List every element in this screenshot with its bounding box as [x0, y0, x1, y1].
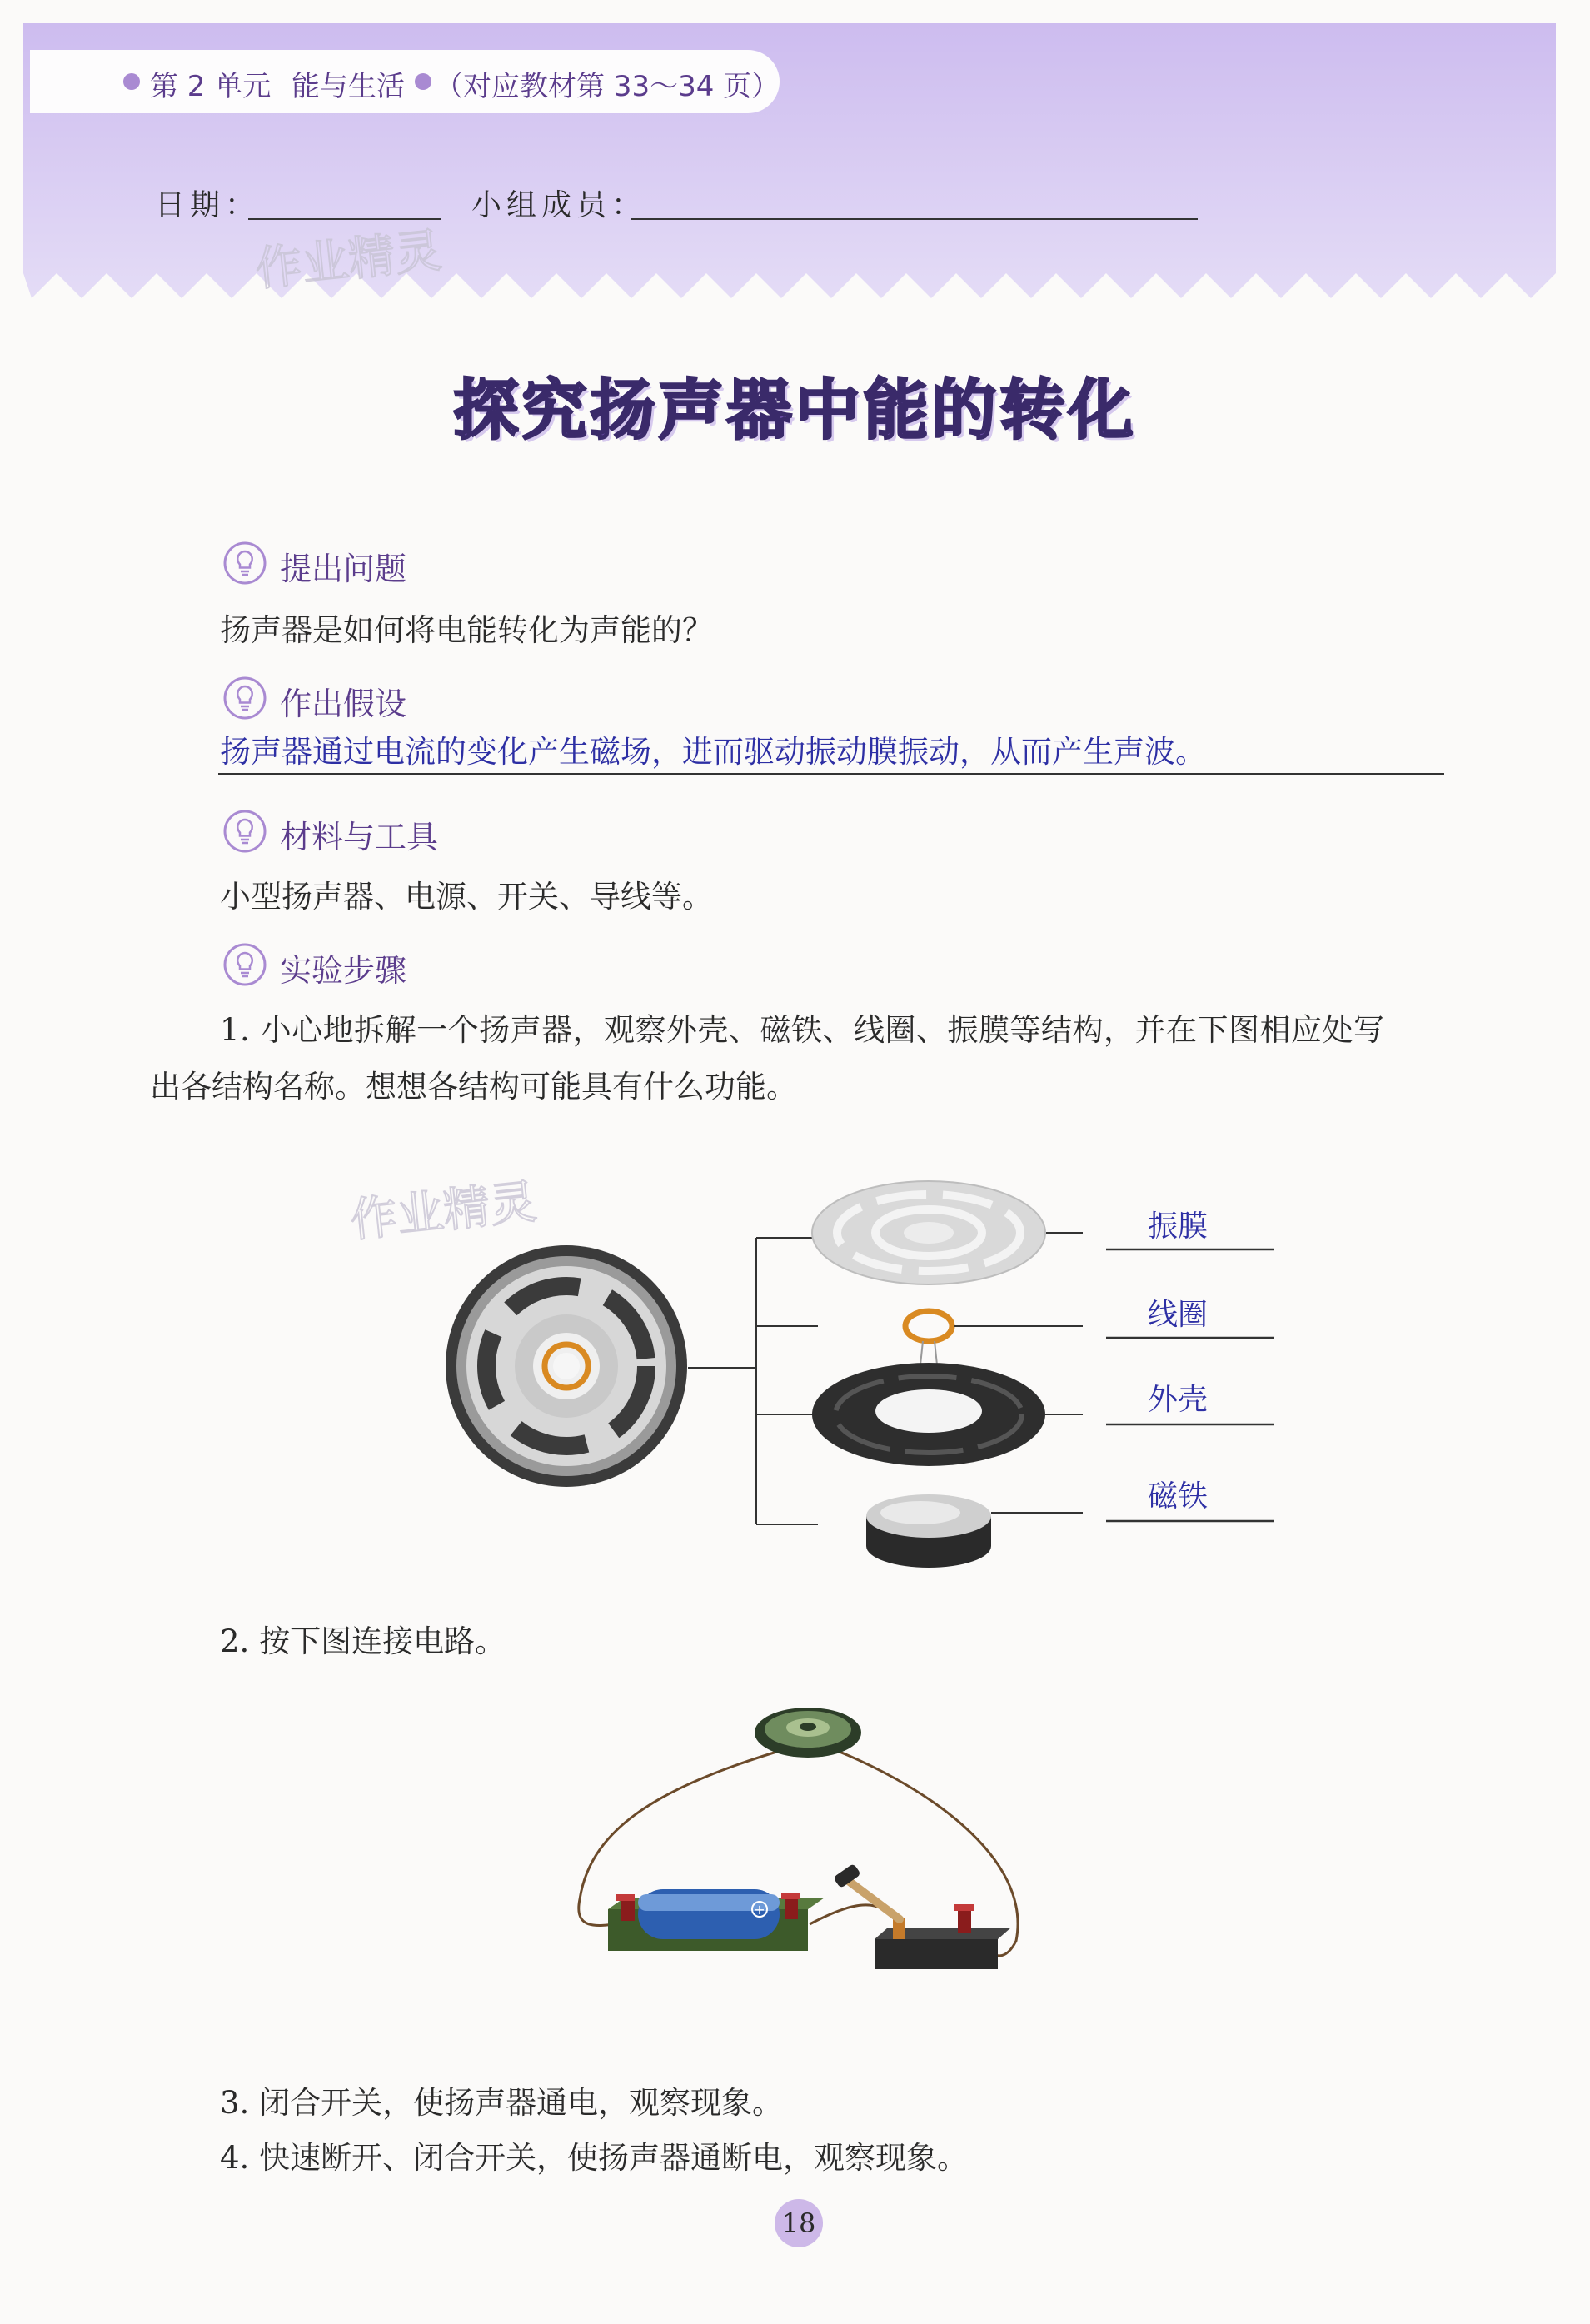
- speaker-icon: [755, 1708, 861, 1758]
- step-4: 4. 快速断开、闭合开关，使扬声器通断电，观察现象。: [220, 2140, 969, 2176]
- circuit-diagram: [566, 1691, 1033, 2024]
- page-number: 18: [775, 2199, 823, 2247]
- bullet-dot: [123, 73, 140, 90]
- section-heading-materials: 材料与工具: [280, 819, 439, 855]
- lightbulb-icon: [223, 943, 267, 986]
- unit-number: 第 2 单元: [150, 70, 272, 103]
- lightbulb-icon: [223, 541, 267, 585]
- label-diaphragm: 振膜: [1148, 1209, 1209, 1244]
- hypothesis-answer: 扬声器通过电流的变化产生磁场，进而驱动振动膜振动，从而产生声波。: [220, 734, 1206, 770]
- magnet-image: [866, 1494, 991, 1568]
- textbook-reference: （对应教材第 33～34 页）: [435, 70, 780, 103]
- group-members-label: 小组成员：: [471, 188, 647, 222]
- label-coil: 线圈: [1148, 1298, 1209, 1332]
- section-heading-hypothesis: 作出假设: [280, 686, 407, 722]
- date-label: 日期：: [155, 188, 261, 222]
- watermark: 作业精灵: [347, 1174, 540, 1249]
- watermark: 作业精灵: [252, 223, 445, 297]
- switch-icon: [833, 1863, 1011, 1969]
- assembled-speaker-image: [446, 1245, 687, 1487]
- step-2: 2. 按下图连接电路。: [220, 1623, 506, 1659]
- frame-image: [812, 1363, 1045, 1466]
- lightbulb-icon: [223, 810, 267, 853]
- label-shell: 外壳: [1148, 1383, 1209, 1417]
- bullet-dot: [415, 73, 431, 90]
- page-title: 探究扬声器中能的转化: [453, 373, 1137, 448]
- step-1-line-1: 1. 小心地拆解一个扬声器，观察外壳、磁铁、线圈、振膜等结构，并在下图相应处写: [220, 1012, 1385, 1048]
- section-heading-steps: 实验步骤: [280, 952, 407, 989]
- diaphragm-image: [812, 1181, 1045, 1284]
- step-1-line-2: 出各结构名称。想想各结构可能具有什么功能。: [150, 1069, 797, 1105]
- battery-icon: [608, 1889, 825, 1951]
- question-text: 扬声器是如何将电能转化为声能的？: [220, 612, 713, 648]
- label-magnet: 磁铁: [1148, 1479, 1209, 1514]
- battery-plus-sign: +: [754, 1902, 765, 1918]
- section-heading-question: 提出问题: [280, 551, 407, 587]
- unit-title: 能与生活: [292, 70, 405, 103]
- step-3: 3. 闭合开关，使扬声器通电，观察现象。: [220, 2085, 784, 2121]
- answer-underline: [218, 773, 1444, 775]
- lightbulb-icon: [223, 676, 267, 720]
- materials-text: 小型扬声器、电源、开关、导线等。: [220, 879, 713, 915]
- group-members-blank[interactable]: [631, 218, 1198, 220]
